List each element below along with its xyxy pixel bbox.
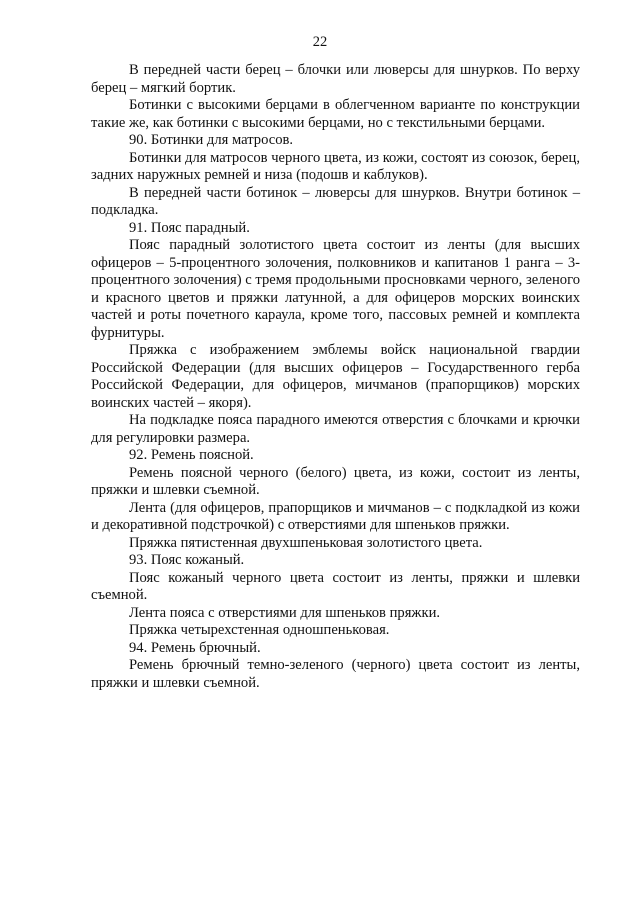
body-paragraph: На подкладке пояса парадного имеются отверстия с блочками и крючки для регулировки размера. (91, 412, 580, 446)
body-paragraph: Ремень брючный темно-зеленого (черного) цвета состоит из ленты, пряжки и шлевки съемной. (91, 657, 580, 691)
body-paragraph: Пояс кожаный черного цвета состоит из ленты, пряжки и шлевки съемной. (91, 569, 580, 603)
section-heading: 92. Ремень поясной. (129, 447, 254, 463)
section-heading: 94. Ремень брючный. (129, 639, 261, 656)
section-heading: 90. Ботинки для матросов. (129, 132, 294, 148)
body-paragraph: Лента пояса с отверстиями для шпеньков пряжки. (129, 604, 441, 621)
body-paragraph: Ремень поясной черного (белого) цвета, из кожи, состоит из ленты, пряжки и шлевки съемной. (91, 464, 580, 498)
document-body (91, 62, 580, 692)
body-paragraph: В передней части ботинок – люверсы для шнурков. Внутри ботинок – подкладка. (91, 184, 580, 218)
body-paragraph: Пряжка четырехстенная одношпеньковая. (129, 622, 390, 638)
body-paragraph: Пряжка с изображением эмблемы войск национальной гвардии Российской Федерации (для высших офицеров – Государственного герба Российской Федерации, для офицеров, мичманов (прапорщиков) морских воинских частей – якоря). (91, 342, 580, 411)
body-paragraph: В передней части берец – блочки или люверсы для шнурков. По верху берец – мягкий бортик. (91, 62, 580, 96)
body-paragraph: Ботинки для матросов черного цвета, из кожи, состоят из союзок, берец, задних наружных ремней и низа (подошв и каблуков). (91, 149, 580, 183)
page-number: 22 (312, 34, 328, 50)
body-paragraph: Ботинки с высокими берцами в облегченном варианте по конструкции такие же, как ботинки с высокими берцами, но с текстильными берцами. (91, 97, 580, 131)
body-paragraph: Пояс парадный золотистого цвета состоит из ленты (для высших офицеров – 5-процентного золочения, полковников и капитанов 1 ранга – 3-процентного золочения) с тремя продольными просновками черного, зеленого и красного цветов и пряжки латунной, а для офицеров морских воинских частей и роты почетного караула, кроме того, пассовых ремней и комплекта фурнитуры. (91, 237, 580, 341)
section-heading: 93. Пояс кожаный. (129, 552, 245, 568)
body-paragraph: Лента (для офицеров, прапорщиков и мичманов – с подкладкой из кожи и декоративной подстрочкой) с отверстиями для шпеньков пряжки. (91, 499, 580, 533)
body-paragraph: Пряжка пятистенная двухшпеньковая золотистого цвета. (129, 534, 483, 551)
section-heading: 91. Пояс парадный. (129, 219, 250, 236)
